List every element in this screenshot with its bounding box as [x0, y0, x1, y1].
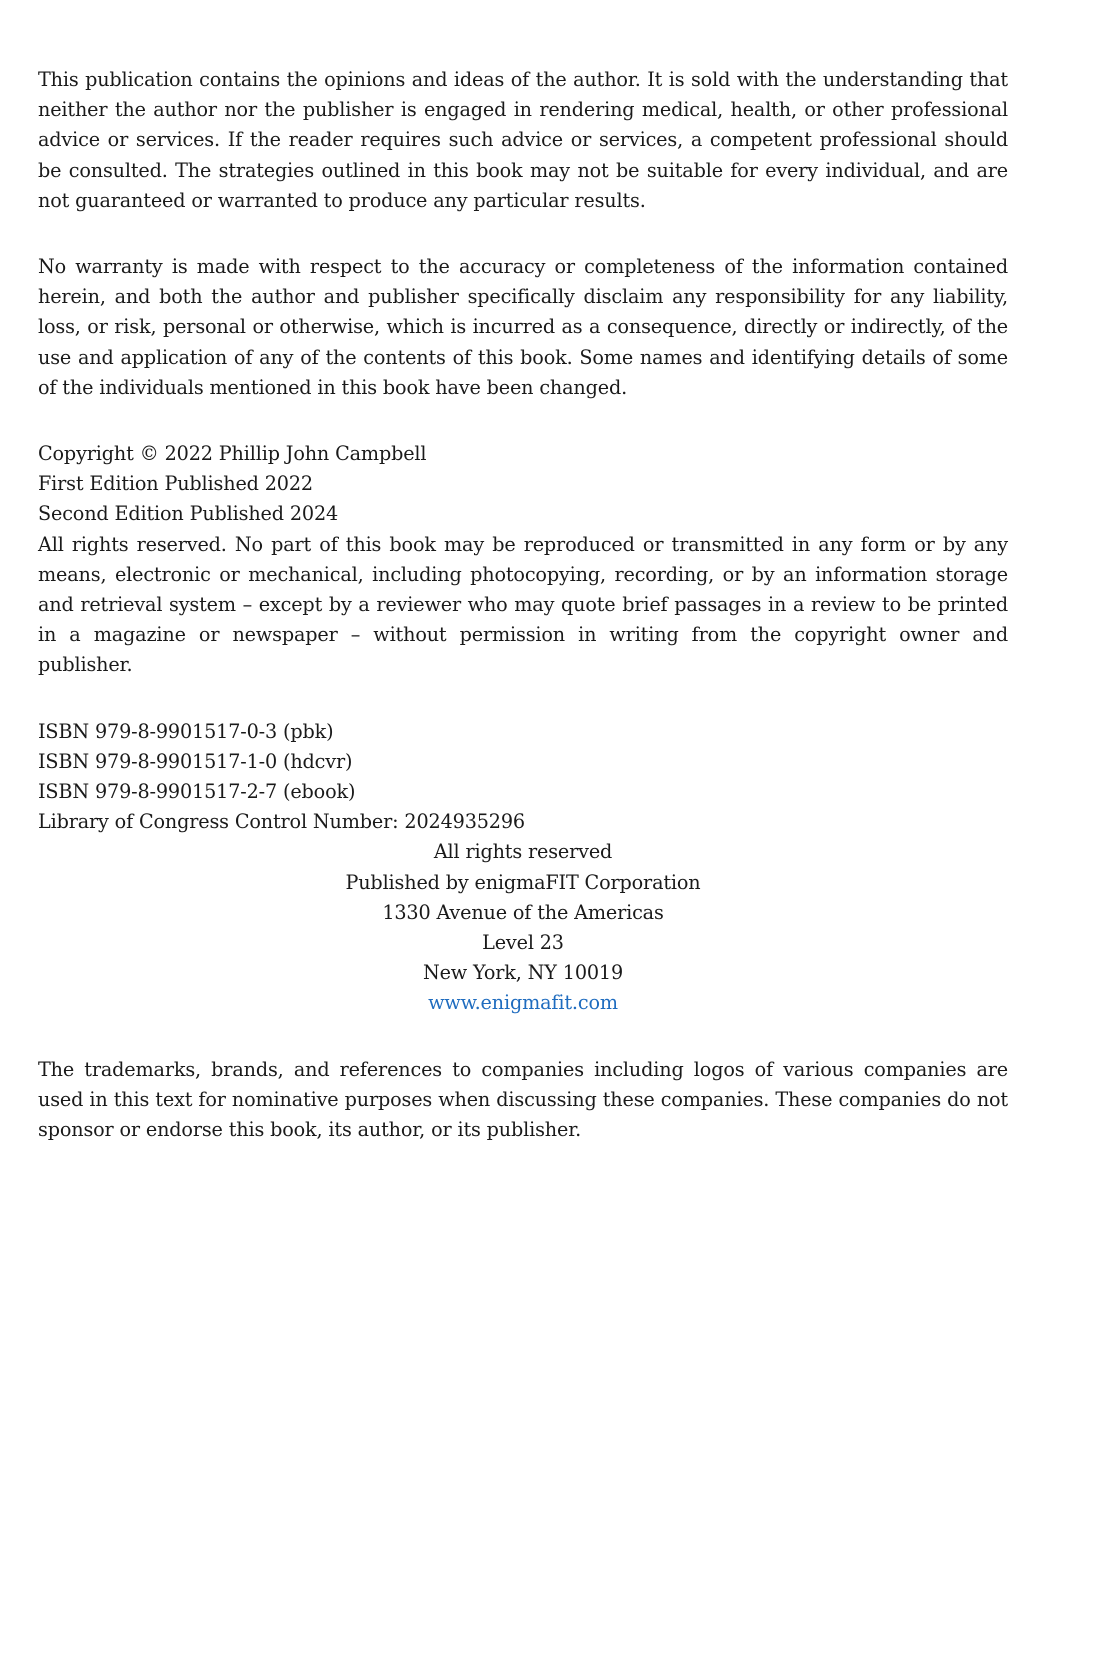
publisher-block	[38, 837, 1008, 1018]
warranty-paragraph: No warranty is made with respect to the accuracy or completeness of the information contained herein, and both the author and publisher specifically disclaim any responsibility for any liability, loss, or risk, personal or otherwise, which is incurred as a consequence, directly or indirectly, of the use and application of any of the contents of this book. Some names and identifying details of some of the individuals mentioned in this book have been changed.	[38, 255, 1008, 399]
copyright-line: Copyright © 2022 Phillip John Campbell	[38, 442, 427, 466]
isbn-paperback: ISBN 979-8-9901517-0-3 (pbk)	[38, 719, 334, 743]
isbn-ebook: ISBN 979-8-9901517-2-7 (ebook)	[38, 780, 356, 804]
identifiers-block	[38, 717, 1008, 838]
disclaimer-paragraph: This publication contains the opinions and ideas of the author. It is sold with the understanding that neither the author nor the publisher is engaged in rendering medical, health, or other professional advice or services. If the reader requires such advice or services, a competent professional should be consulted. The strategies outlined in this book may not be suitable for every individual, and are not guaranteed or warranted to produce any particular results.	[38, 68, 1008, 212]
publisher-website-link[interactable]: www.enigmafit.com	[428, 991, 618, 1015]
rights-paragraph: All rights reserved. No part of this book may be reproduced or transmitted in any form or by any means, electronic or mechanical, including photocopying, recording, or by an information storage and retrieval system – except by a reviewer who may quote brief passages in a review to be printed in a magazine or newspaper – without permission in writing from the copyright owner and publisher.	[38, 532, 1008, 677]
first-edition-line: First Edition Published 2022	[38, 472, 313, 496]
publisher-address-line2: Level 23	[482, 931, 564, 955]
trademarks-paragraph: The trademarks, brands, and references to companies including logos of various companies are used in this text for nominative purposes when discussing these companies. These companies do not sponsor or endorse this book, its author, or its publisher.	[38, 1057, 1008, 1142]
publisher-city-state-zip: New York, NY 10019	[422, 961, 624, 985]
copyright-page	[38, 65, 1008, 1181]
publisher-rights: All rights reserved	[433, 840, 613, 864]
isbn-hardcover: ISBN 979-8-9901517-1-0 (hdcvr)	[38, 749, 353, 773]
copyright-block	[38, 439, 1008, 530]
publisher-address-line1: 1330 Avenue of the Americas	[382, 900, 664, 924]
publisher-name: Published by enigmaFIT Corporation	[345, 870, 701, 894]
second-edition-line: Second Edition Published 2024	[38, 502, 339, 526]
lccn-line: Library of Congress Control Number: 2024935296	[38, 810, 525, 834]
